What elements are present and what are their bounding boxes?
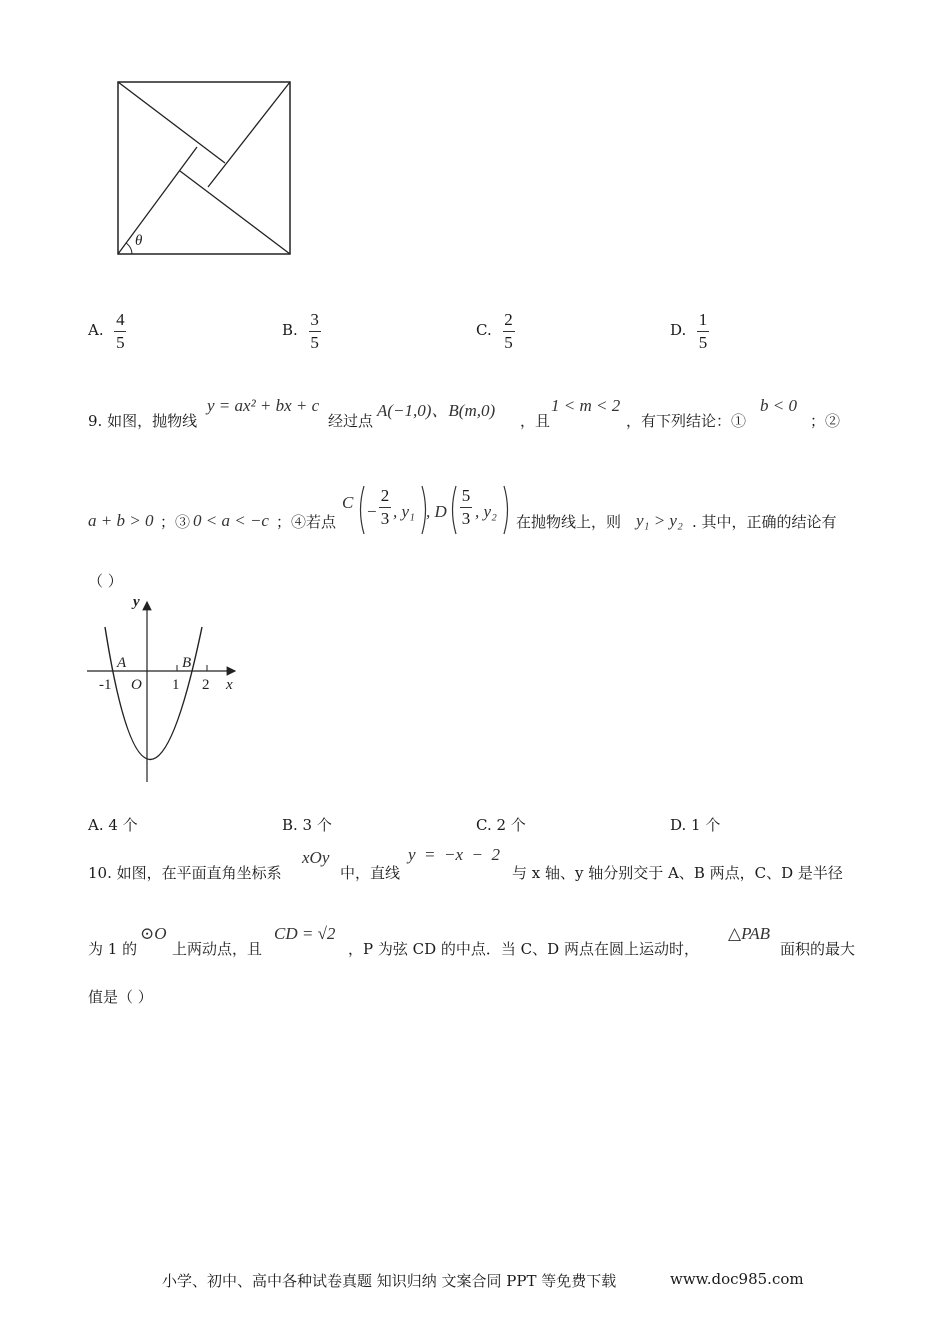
q10-stem-1: 10. 如图，在平面直角坐标系 — [88, 864, 282, 882]
q9-point-d-paren-right — [502, 484, 512, 536]
q9-option-b[interactable]: B. 3 个 — [282, 816, 332, 834]
q9-option-d[interactable]: D. 1 个 — [670, 816, 721, 834]
tick-2: 2 — [202, 677, 210, 693]
q9-conclusion-4: y₁ > y₂ — [636, 511, 683, 530]
q10-stem-7: 面积的最大 — [780, 940, 856, 958]
q10-triangle-pab: △PAB — [728, 924, 771, 943]
q9-point-c-neg: − — [367, 502, 377, 521]
footer-text: 小学、初中、高中各种试卷真题 知识归纳 文案合同 PPT 等免费下载 — [162, 1272, 617, 1290]
q10-line-equation: y = −x − 2 — [408, 845, 501, 864]
q9-point-c-y: , y₁ — [393, 502, 415, 521]
q9-stem-8: 在抛物线上，则 — [516, 513, 622, 531]
angle-theta-label: θ — [135, 233, 143, 249]
q9-stem-4: ，有下列结论：① — [626, 412, 747, 430]
footer-url[interactable]: www.doc985.com — [670, 1270, 804, 1288]
q9-stem-1: 9. 如图，抛物线 — [88, 412, 198, 430]
q9-conclusion-2: a + b > 0 — [88, 511, 154, 530]
q10-stem-6: ，P 为弦 CD 的中点．当 C、D 两点在圆上运动时， — [348, 940, 699, 958]
q9-option-a[interactable]: A. 4 个 — [88, 816, 138, 834]
q9-points: A(−1,0)、B(m,0) — [377, 401, 496, 420]
q10-circle-o: ⊙O — [140, 924, 167, 943]
q8-option-d[interactable]: D. $\frac{1}{5}$ — [670, 310, 708, 352]
y-axis-label: y — [133, 594, 140, 610]
q10-chord-length: CD = √2 — [274, 924, 336, 943]
q10-stem-5: 上两动点，且 — [172, 940, 263, 958]
tick-neg1: -1 — [99, 677, 112, 693]
q10-coord-system: xOy — [302, 848, 330, 867]
point-b-label: B — [182, 655, 192, 671]
square-diagram — [110, 75, 300, 260]
origin-label: O — [131, 677, 142, 693]
tick-1: 1 — [172, 677, 180, 693]
q9-stem-2: 经过点 — [328, 412, 374, 430]
q9-stem-5: ；② — [810, 412, 841, 430]
parabola-curve — [105, 627, 202, 760]
q9-stem-7: ；④若点 — [276, 513, 337, 531]
q9-conclusion-1: b < 0 — [760, 396, 797, 415]
q9-point-c-paren-left — [356, 484, 366, 536]
q9-point-c-label: C — [342, 493, 354, 512]
q9-point-d-y: , y₂ — [475, 502, 497, 521]
q9-point-c-frac: 2 3 — [380, 486, 390, 528]
q9-condition: 1 < m < 2 — [551, 396, 621, 415]
q10-stem-3: 与 x 轴、y 轴分别交于 A、B 两点，C、D 是半径 — [512, 864, 843, 882]
q9-conclusion-3: 0 < a < −c — [193, 511, 269, 530]
q8-option-a[interactable]: A. $\frac{4}{5}$ — [88, 310, 125, 352]
point-a-label: A — [117, 655, 127, 671]
q8-option-c[interactable]: C. $\frac{2}{5}$ — [476, 310, 513, 352]
q9-option-c[interactable]: C. 2 个 — [476, 816, 526, 834]
q8-option-b[interactable]: B. $\frac{3}{5}$ — [282, 310, 319, 352]
q9-stem-6: ；③ — [160, 513, 191, 531]
q10-stem-8: 值是（ ） — [88, 988, 153, 1006]
q9-point-d-paren-left — [448, 484, 458, 536]
q9-point-d-label: , D — [426, 502, 447, 521]
q9-parabola-graph — [85, 592, 250, 792]
q9-answer-paren: （ ） — [88, 572, 123, 590]
q10-stem-4: 为 1 的 — [88, 940, 138, 958]
x-axis-label: x — [226, 677, 233, 693]
q9-equation: y = ax² + bx + c — [207, 396, 320, 415]
q9-stem-9: . 其中，正确的结论有 — [692, 513, 837, 531]
q9-point-d-frac: 5 3 — [461, 486, 471, 528]
q9-stem-3: ，且 — [520, 412, 551, 430]
q10-stem-2: 中，直线 — [340, 864, 401, 882]
